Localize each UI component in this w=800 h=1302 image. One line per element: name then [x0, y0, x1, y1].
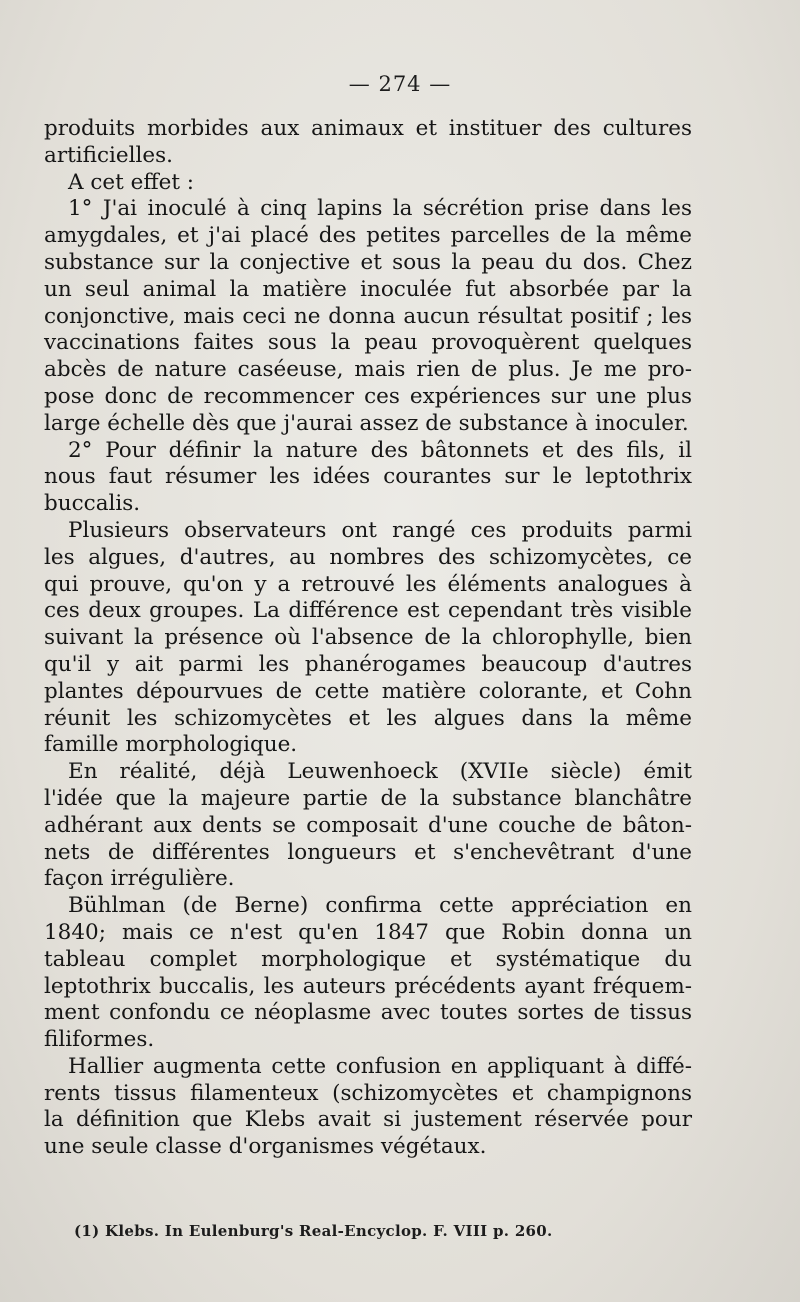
- text-line: une seule classe d'organismes végétaux.: [44, 1134, 487, 1160]
- text-line: pose donc de recommencer ces expériences sur une plus: [44, 383, 692, 409]
- text-line: Hallier augmenta cette confusion en appliquant à diffé-: [68, 1053, 692, 1079]
- text-line: qui prouve, qu'on y a retrouvé les éléments analogues à: [44, 571, 692, 597]
- text-line: les algues, d'autres, au nombres des schizomycètes, ce: [44, 544, 692, 570]
- text-line: famille morphologique.: [44, 732, 298, 758]
- text-line: abcès de nature caséeuse, mais rien de plus. Je me pro-: [44, 357, 692, 383]
- text-line: ment confondu ce néoplasme avec toutes sortes de tissus: [44, 1000, 692, 1026]
- text-line: Bühlman (de Berne) confirma cette appréciation en: [68, 893, 692, 919]
- text-line: vaccinations faites sous la peau provoquèrent quelques: [44, 330, 692, 356]
- text-line: rents tissus filamenteux (schizomycètes et champignons: [44, 1080, 692, 1106]
- text-line: tableau complet morphologique et systématique du: [44, 946, 692, 972]
- page-number: — 274 —: [348, 72, 452, 96]
- text-line: 2° Pour définir la nature des bâtonnets et des fils, il: [68, 437, 692, 463]
- text-line: A cet effet :: [68, 169, 195, 195]
- text-line: buccalis.: [44, 491, 141, 517]
- text-line: large échelle dès que j'aurai assez de substance à inoculer.: [44, 410, 689, 436]
- text-line: réunit les schizomycètes et les algues dans la même: [44, 705, 692, 731]
- body-text: [44, 116, 692, 1161]
- text-line: un seul animal la matière inoculée fut absorbée par la: [44, 276, 692, 302]
- text-line: artificielles.: [44, 142, 173, 168]
- text-line: plantes dépourvues de cette matière colorante, et Cohn: [44, 678, 692, 704]
- text-line: amygdales, et j'ai placé des petites parcelles de la même: [44, 223, 692, 249]
- text-line: produits morbides aux animaux et instituer des cultures: [44, 116, 692, 141]
- text-line: la définition que Klebs avait si justement réservée pour: [44, 1107, 692, 1133]
- text-line: 1° J'ai inoculé à cinq lapins la sécrétion prise dans les: [68, 196, 692, 222]
- footnote: (1) Klebs. In Eulenburg's Real-Encyclop. F. VIII p. 260.: [74, 1222, 553, 1240]
- text-line: Plusieurs observateurs ont rangé ces produits parmi: [68, 517, 692, 543]
- text-line: 1840; mais ce n'est qu'en 1847 que Robin donna un: [44, 919, 692, 945]
- text-line: façon irrégulière.: [44, 866, 235, 892]
- text-line: conjonctive, mais ceci ne donna aucun résultat positif ; les: [44, 303, 692, 329]
- text-line: qu'il y ait parmi les phanérogames beaucoup d'autres: [44, 651, 692, 677]
- text-line: adhérant aux dents se composait d'une couche de bâton-: [44, 812, 692, 838]
- text-line: filiformes.: [44, 1027, 155, 1053]
- text-line: l'idée que la majeure partie de la substance blanchâtre: [44, 785, 692, 811]
- text-line: substance sur la conjective et sous la peau du dos. Chez: [44, 249, 692, 275]
- text-line: leptothrix buccalis, les auteurs précédents ayant fréquem-: [44, 973, 692, 999]
- text-line: ces deux groupes. La différence est cependant très visible: [44, 598, 692, 624]
- text-line: nous faut résumer les idées courantes sur le leptothrix: [44, 464, 692, 490]
- text-line: En réalité, déjà Leuwenhoeck (XVIIe siècle) émit: [68, 759, 692, 785]
- text-line: suivant la présence où l'absence de la chlorophylle, bien: [44, 625, 692, 651]
- text-line: nets de différentes longueurs et s'enchevêtrant d'une: [44, 839, 692, 865]
